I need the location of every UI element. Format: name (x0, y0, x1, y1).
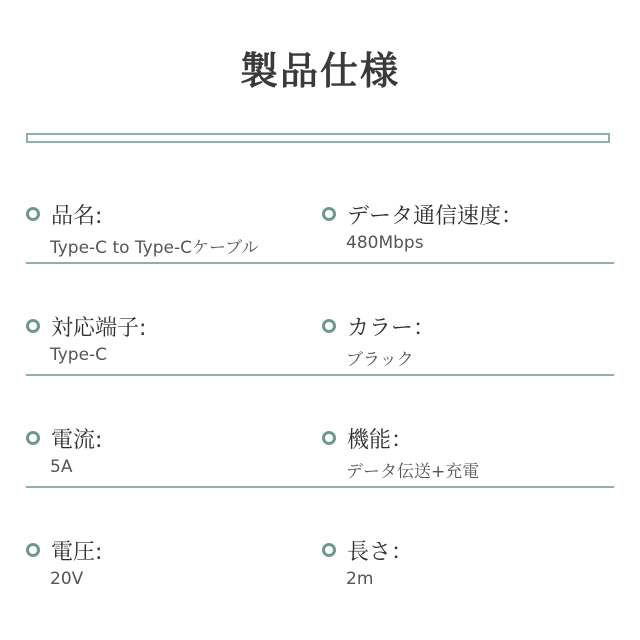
spec-label: 電流: (51, 427, 103, 453)
spec-value: 20V (50, 569, 84, 589)
spec-label: 長さ： (347, 539, 414, 565)
spec-item-voltage (26, 488, 316, 589)
spec-label: カラー： (347, 315, 436, 341)
circle-bullet-icon (322, 319, 336, 333)
spec-item-current (26, 376, 316, 477)
circle-bullet-icon (322, 207, 336, 221)
circle-bullet-icon (322, 543, 336, 557)
spec-label: 対応端子: (51, 315, 147, 341)
spec-label: 品名: (51, 203, 103, 229)
spec-value: ブラック (346, 350, 414, 370)
spec-value: データ伝送+充電 (346, 462, 480, 482)
spec-value: 480Mbps (346, 233, 424, 253)
circle-bullet-icon (26, 543, 40, 557)
circle-bullet-icon (26, 319, 40, 333)
spec-row (26, 152, 614, 264)
spec-row (26, 264, 614, 376)
spec-item-connector (26, 264, 316, 365)
circle-bullet-icon (322, 431, 336, 445)
spec-label: データ通信速度： (347, 203, 524, 229)
circle-bullet-icon (26, 207, 40, 221)
spec-row (26, 376, 614, 488)
page-title: 製品仕様 (239, 49, 400, 93)
header-divider-bar (26, 133, 610, 143)
spec-item-function (322, 376, 614, 482)
spec-value: 2m (346, 569, 374, 589)
spec-row (26, 488, 614, 600)
spec-value: Type-C to Type-Cケーブル (50, 238, 259, 258)
spec-item-length (322, 488, 614, 589)
spec-label: 機能： (347, 427, 414, 453)
spec-item-name (26, 152, 316, 258)
spec-value: 5A (50, 457, 73, 477)
circle-bullet-icon (26, 431, 40, 445)
spec-label: 電圧: (51, 539, 103, 565)
spec-item-color (322, 264, 614, 370)
spec-item-data-speed (322, 152, 614, 253)
spec-value: Type-C (50, 345, 108, 365)
